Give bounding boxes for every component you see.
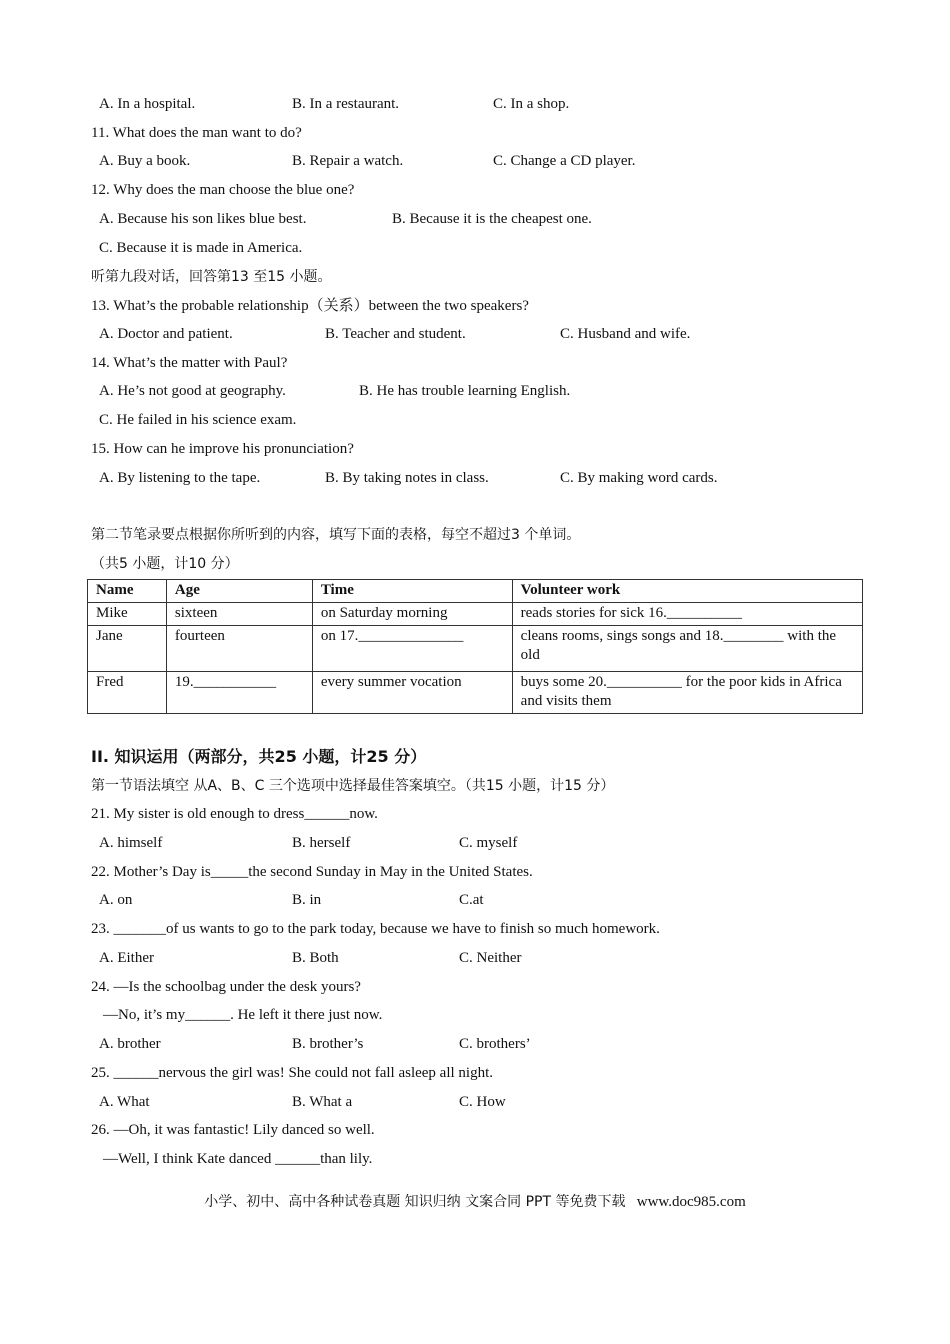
part2-heading: II. 知识运用（两部分，共25 小题，计25 分）	[91, 747, 427, 766]
volunteer-table	[87, 579, 863, 714]
q23-question: 23. _______of us wants to go to the park today, because we have to finish so much homework.	[91, 921, 660, 937]
q14-option-b: B. He has trouble learning English.	[359, 383, 571, 399]
table-cell: Mike	[88, 603, 167, 626]
q11-option-a: A. Buy a book.	[99, 153, 191, 169]
q11-question: 11. What does the man want to do?	[91, 125, 302, 141]
q25-question: 25. ______nervous the girl was! She could not fall asleep all night.	[91, 1065, 494, 1081]
q11-option-c: C. Change a CD player.	[493, 153, 636, 169]
q12-option-c: C. Because it is made in America.	[99, 240, 303, 256]
q21-option-c: C. myself	[459, 835, 518, 851]
table-header: Volunteer work	[512, 580, 862, 603]
q13-option-a: A. Doctor and patient.	[99, 326, 233, 342]
q13-option-c: C. Husband and wife.	[560, 326, 691, 342]
table-row	[88, 626, 863, 672]
q22-option-a: A. on	[99, 892, 133, 908]
q11-option-b: B. Repair a watch.	[292, 153, 404, 169]
table-header: Time	[312, 580, 512, 603]
q12-option-b: B. Because it is the cheapest one.	[392, 211, 592, 227]
q12-option-a: A. Because his son likes blue best.	[99, 211, 307, 227]
table-cell: sixteen	[166, 603, 312, 626]
q15-option-a: A. By listening to the tape.	[99, 470, 261, 486]
q10-option-a: A. In a hospital.	[99, 96, 196, 112]
q24-option-a: A. brother	[99, 1036, 161, 1052]
table-cell: buys some 20.__________ for the poor kids in Africa and visits them	[512, 672, 862, 714]
table-cell: on Saturday morning	[312, 603, 512, 626]
footer-url[interactable]: www.doc985.com	[636, 1194, 746, 1210]
q25-option-a: A. What	[99, 1094, 150, 1110]
q12-question: 12. Why does the man choose the blue one?	[91, 182, 355, 198]
table-header: Age	[166, 580, 312, 603]
dialogue9-instruction: 听第九段对话，回答第13 至15 小题。	[91, 269, 332, 285]
q14-option-a: A. He’s not good at geography.	[99, 383, 286, 399]
q23-option-a: A. Either	[99, 950, 154, 966]
table-cell: reads stories for sick 16.__________	[512, 603, 862, 626]
table-cell: Jane	[88, 626, 167, 672]
q24-option-c: C. brothers’	[459, 1036, 531, 1052]
q15-option-b: B. By taking notes in class.	[325, 470, 489, 486]
table-cell: on 17.______________	[312, 626, 512, 672]
table-row	[88, 603, 863, 626]
table-cell: fourteen	[166, 626, 312, 672]
q26-question: 26. —Oh, it was fantastic! Lily danced so well.	[91, 1122, 375, 1138]
q10-option-c: C. In a shop.	[493, 96, 570, 112]
q13-question: 13. What’s the probable relationship（关系）between the two speakers?	[91, 298, 529, 314]
q24-question: 24. —Is the schoolbag under the desk yours?	[91, 979, 361, 995]
page-footer	[0, 1191, 950, 1211]
table-cell: 19.___________	[166, 672, 312, 714]
table-cell: every summer vocation	[312, 672, 512, 714]
q22-question: 22. Mother’s Day is_____the second Sunday in May in the United States.	[91, 864, 533, 880]
q21-option-a: A. himself	[99, 835, 163, 851]
q13-option-b: B. Teacher and student.	[325, 326, 466, 342]
table-header-row	[88, 580, 863, 603]
footer-text: 小学、初中、高中各种试卷真题 知识归纳 文案合同 PPT 等免费下载	[204, 1194, 626, 1210]
q22-option-c: C.at	[459, 892, 484, 908]
section2-instruction: 第二节笔录要点根据你所听到的内容，填写下面的表格，每空不超过3 个单词。	[91, 527, 581, 543]
table-cell: Fred	[88, 672, 167, 714]
table-row	[88, 672, 863, 714]
q24-reply: —No, it’s my______. He left it there just now.	[103, 1007, 383, 1023]
q26-reply: —Well, I think Kate danced ______than lily.	[103, 1151, 373, 1167]
q10-option-b: B. In a restaurant.	[292, 96, 400, 112]
q25-option-c: C. How	[459, 1094, 506, 1110]
section2-score: （共5 小题，计10 分）	[91, 556, 239, 572]
part2-subheading: 第一节语法填空 从A、B、C 三个选项中选择最佳答案填空。（共15 小题，计15 分）	[91, 778, 615, 794]
q14-option-c: C. He failed in his science exam.	[99, 412, 297, 428]
q21-option-b: B. herself	[292, 835, 351, 851]
q23-option-c: C. Neither	[459, 950, 522, 966]
q23-option-b: B. Both	[292, 950, 339, 966]
q15-option-c: C. By making word cards.	[560, 470, 718, 486]
table-cell: cleans rooms, sings songs and 18.________ with the old	[512, 626, 862, 672]
q15-question: 15. How can he improve his pronunciation?	[91, 441, 354, 457]
q22-option-b: B. in	[292, 892, 322, 908]
q25-option-b: B. What a	[292, 1094, 353, 1110]
q24-option-b: B. brother’s	[292, 1036, 364, 1052]
q14-question: 14. What’s the matter with Paul?	[91, 355, 288, 371]
table-header: Name	[88, 580, 167, 603]
q21-question: 21. My sister is old enough to dress______now.	[91, 806, 378, 822]
